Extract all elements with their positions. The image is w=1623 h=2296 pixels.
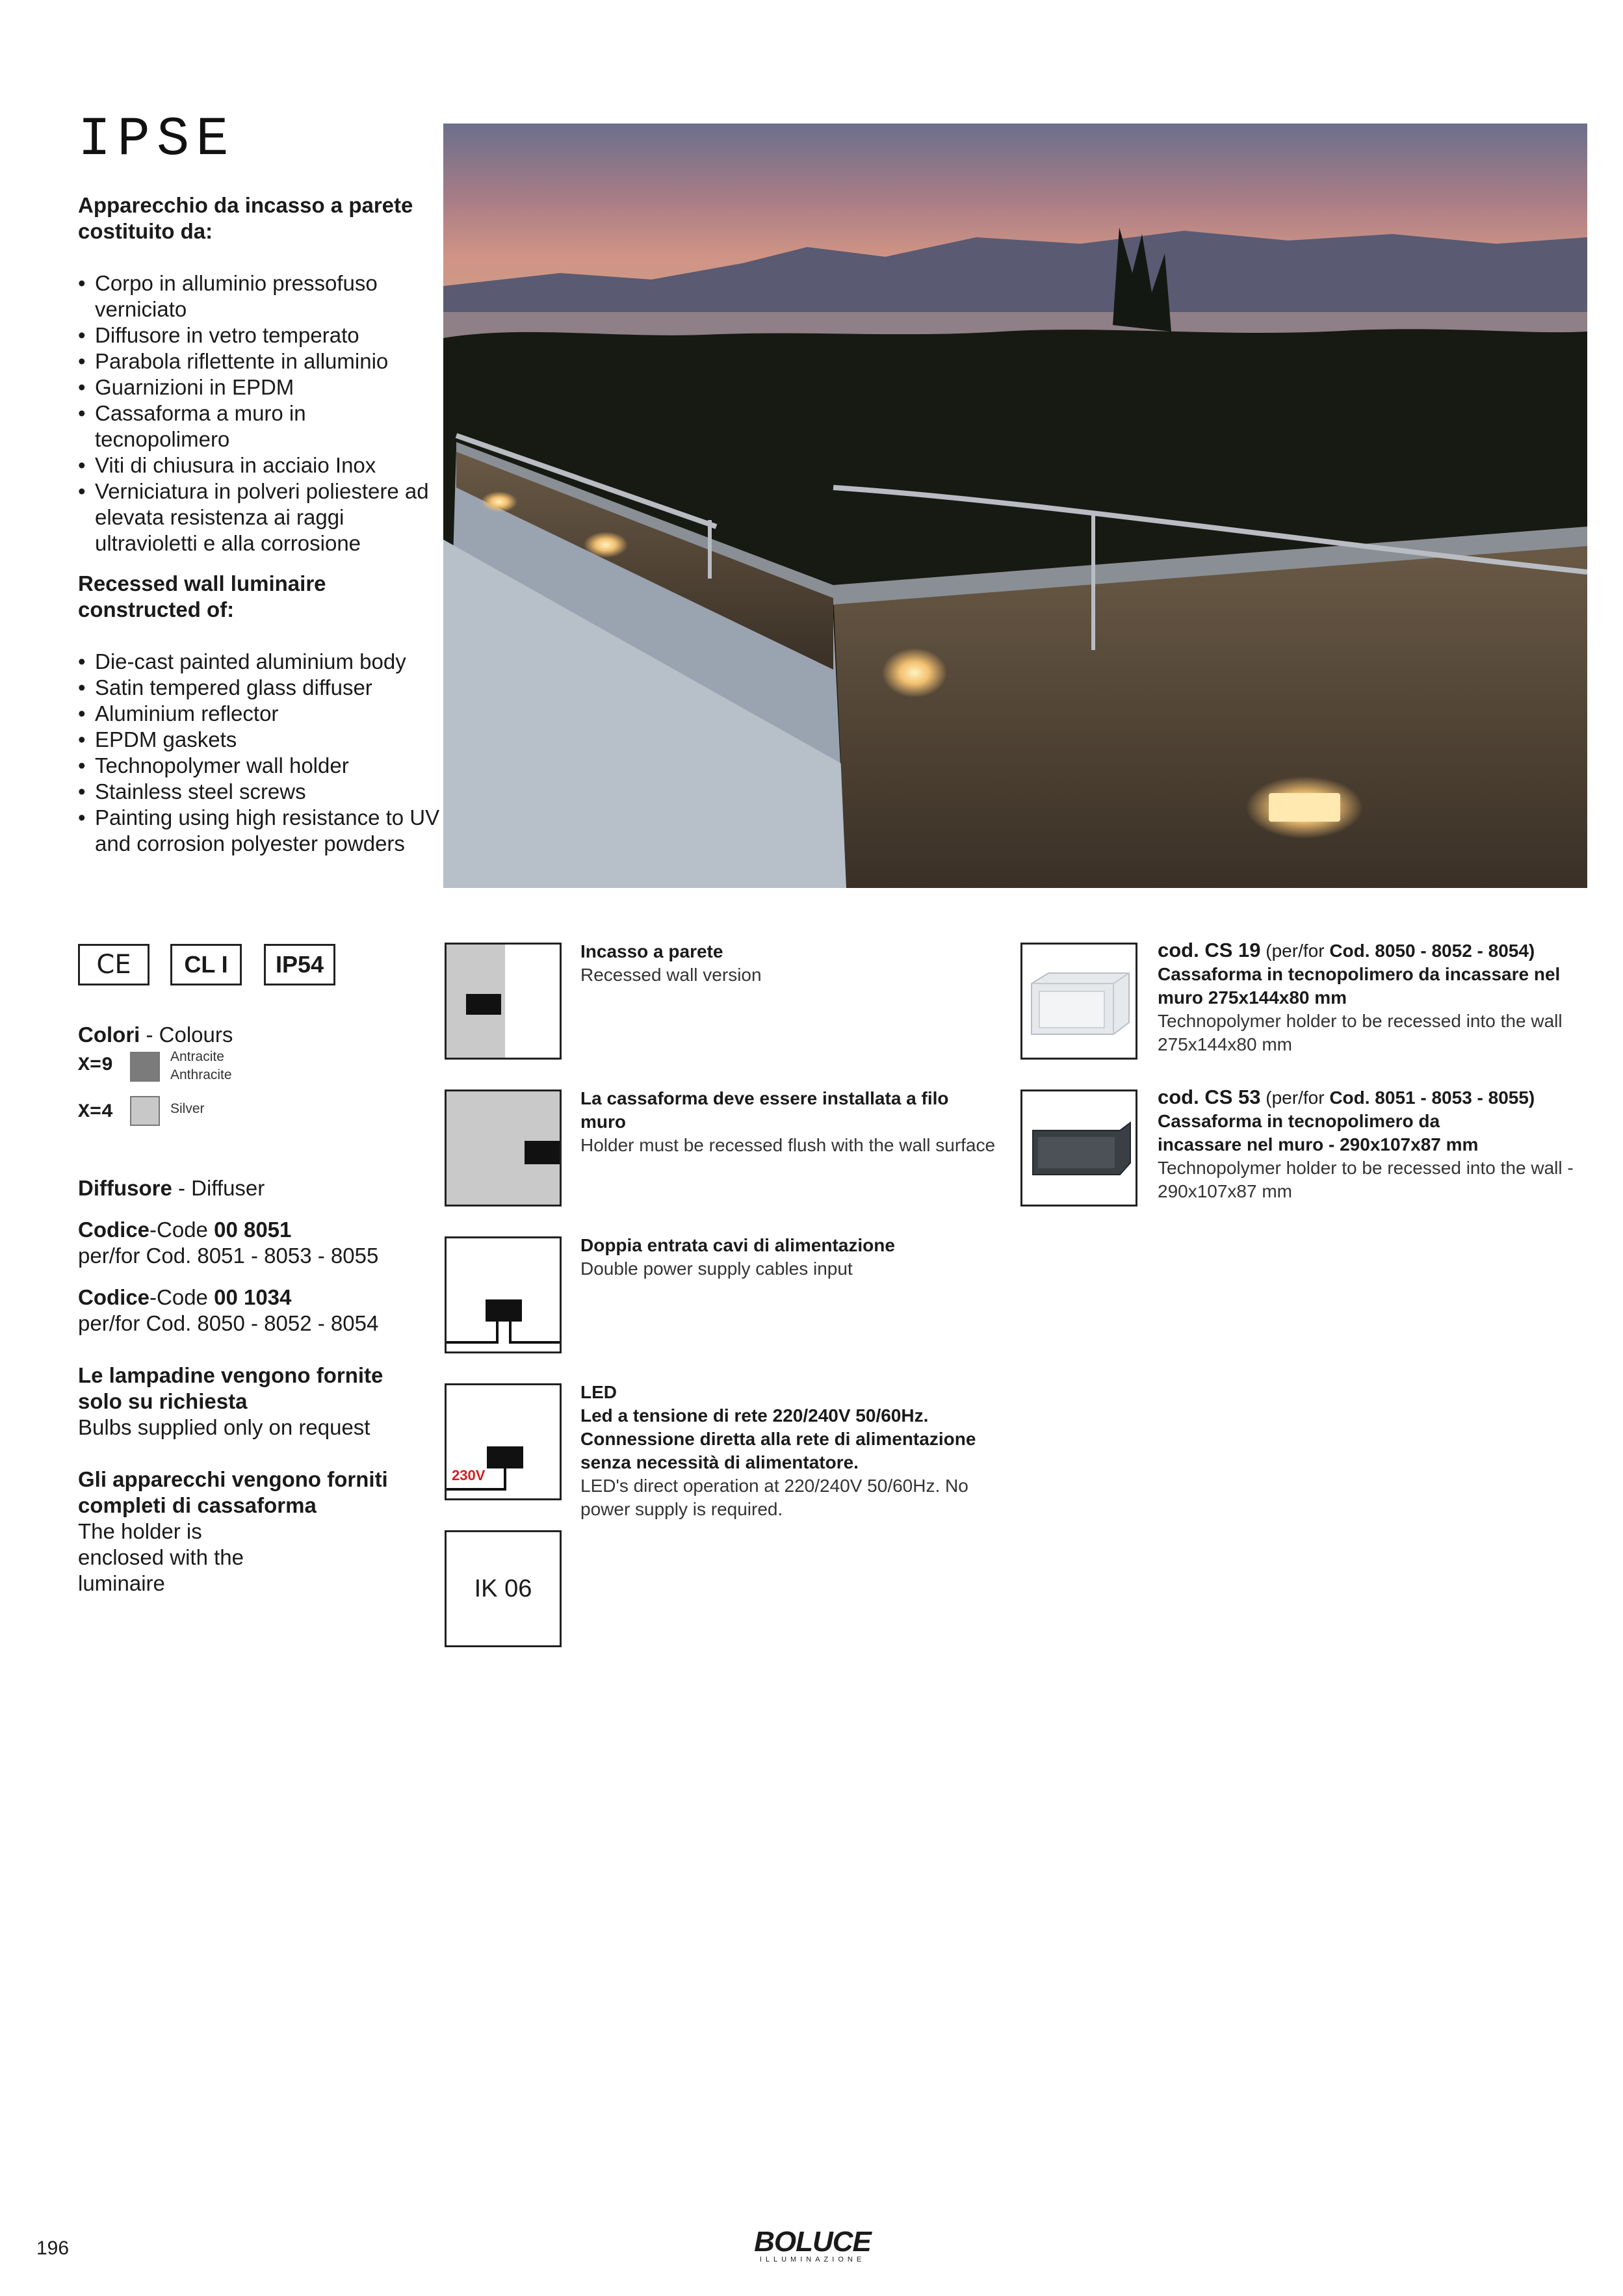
- colours-sep: -: [140, 1023, 159, 1047]
- diffuser-sep: -: [172, 1176, 192, 1200]
- code-value: 00 1034: [214, 1285, 292, 1309]
- led-230v-icon: [445, 1383, 562, 1500]
- diffuser-label-it: Diffusore: [78, 1176, 172, 1200]
- class-badge: [170, 944, 242, 985]
- list-item: • Viti di chiusura in acciaio Inox: [78, 452, 442, 478]
- bulbs-note-en: Bulbs supplied only on request: [78, 1415, 370, 1439]
- icon-text-flush: La cassaforma deve essere installata a filo muro Holder must be recessed flush with the wall surface: [580, 1088, 996, 1155]
- list-item: • Verniciatura in polveri poliestere ad elevata resistenza ai raggi ultravioletti e alla corrosione: [78, 478, 442, 556]
- bulbs-note: [78, 1363, 416, 1441]
- list-item: • Satin tempered glass diffuser: [78, 675, 442, 701]
- recessed-wall-icon: [445, 943, 562, 1060]
- code-value: 00 8051: [214, 1218, 292, 1242]
- brand-subtitle: ILLUMINAZIONE: [759, 2256, 866, 2263]
- holder-cs53-text: cod. CS 53 (per/for Cod. 8051 - 8053 - 8055) Cassaforma in tecnopolimero da incassare nel muro - 290x107x87 mm Technopolymer holder to be recessed into the wall - 290x107x87 mm: [1158, 1086, 1574, 1201]
- list-item: • Cassaforma a muro in tecnopolimero: [78, 400, 442, 452]
- colour-code-x9: X=9: [78, 1054, 114, 1076]
- bulbs-note-it: Le lampadine vengono fornite solo su richiesta: [78, 1363, 383, 1413]
- ik-label: IK 06: [474, 1574, 532, 1602]
- list-item: • Aluminium reflector: [78, 701, 442, 727]
- holder-cs19-text: cod. CS 19 (per/for Cod. 8050 - 8052 - 8054) Cassaforma in tecnopolimero da incassare nel muro 275x144x80 mm Technopolymer holder to be recessed into the wall 275x144x80 mm: [1158, 939, 1563, 1054]
- ik-rating-icon: [445, 1530, 562, 1647]
- ip-label: IP54: [275, 951, 324, 978]
- colour-name-anthracite: Antracite Anthracite: [170, 1049, 232, 1082]
- holder-note: [78, 1467, 416, 1597]
- terrace-sunset-photo: [443, 124, 1587, 888]
- brand-logo: [747, 2226, 877, 2263]
- colours-label-en: Colours: [159, 1023, 233, 1047]
- swatch-anthracite: [130, 1052, 160, 1082]
- swatch-silver: [130, 1096, 160, 1126]
- list-item: • Diffusore in vetro temperato: [78, 322, 442, 348]
- double-cable-icon: [445, 1236, 562, 1353]
- icon-text-cables: Doppia entrata cavi di alimentazione Double power supply cables input: [580, 1235, 895, 1279]
- code-block-2: Codice-Code 00 1034 per/for Cod. 8050 - 8052 - 8054: [78, 1285, 379, 1335]
- holder-note-it: Gli apparecchi vengono forniti completi di cassaforma: [78, 1467, 388, 1517]
- colour-code-x4: X=4: [78, 1101, 114, 1123]
- diffuser-heading: [78, 1175, 265, 1201]
- list-item: • Stainless steel screws: [78, 779, 442, 805]
- code-for: per/for Cod. 8050 - 8052 - 8054: [78, 1311, 379, 1335]
- holder-note-en: The holder is enclosed with the luminaire: [78, 1519, 244, 1595]
- colours-heading: [78, 1022, 233, 1048]
- holder-cs19-image: [1020, 943, 1137, 1060]
- icon-text-led: LED Led a tensione di rete 220/240V 50/60Hz. Connessione diretta alla rete di alimentazione senza necessità di alimentatore. LED's direct operation at 220/240V 50/60Hz. No power supply is required.: [580, 1382, 976, 1519]
- diffuser-label-en: Diffuser: [191, 1176, 265, 1200]
- class-label: CL I: [184, 951, 228, 978]
- colours-label-it: Colori: [78, 1023, 140, 1047]
- brand-name: BOLUCE: [754, 2226, 871, 2258]
- list-item: • Parabola riflettente in alluminio: [78, 348, 442, 374]
- colour-name-silver: Silver: [170, 1101, 205, 1116]
- ce-mark: CE: [96, 950, 131, 980]
- intro-en-heading: Recessed wall luminaire constructed of:: [78, 571, 326, 621]
- list-item: • EPDM gaskets: [78, 727, 442, 753]
- page-title: IPSE: [78, 109, 235, 171]
- list-item: • Guarnizioni in EPDM: [78, 374, 442, 400]
- features-it-list: [78, 270, 442, 556]
- ip-badge: [264, 944, 335, 985]
- icon-text-recessed: Incasso a parete Recessed wall version: [580, 941, 762, 985]
- voltage-badge: 230V: [452, 1467, 486, 1483]
- page-number: 196: [36, 2237, 70, 2259]
- product-photo: [443, 124, 1587, 888]
- intro-it-heading: Apparecchio da incasso a parete costituito da:: [78, 193, 413, 243]
- list-item: • Die-cast painted aluminium body: [78, 649, 442, 675]
- features-en-list: [78, 649, 442, 857]
- list-item: • Technopolymer wall holder: [78, 753, 442, 779]
- holder-cs53-image: [1020, 1089, 1137, 1207]
- ce-badge: [78, 944, 149, 985]
- code-for: per/for Cod. 8051 - 8053 - 8055: [78, 1244, 379, 1268]
- description-column: [78, 192, 442, 857]
- code-block-1: Codice-Code 00 8051 per/for Cod. 8051 - 8053 - 8055: [78, 1218, 379, 1268]
- flush-mount-icon: [445, 1089, 562, 1207]
- list-item: • Painting using high resistance to UV and corrosion polyester powders: [78, 805, 442, 857]
- list-item: • Corpo in alluminio pressofuso verniciato: [78, 270, 442, 322]
